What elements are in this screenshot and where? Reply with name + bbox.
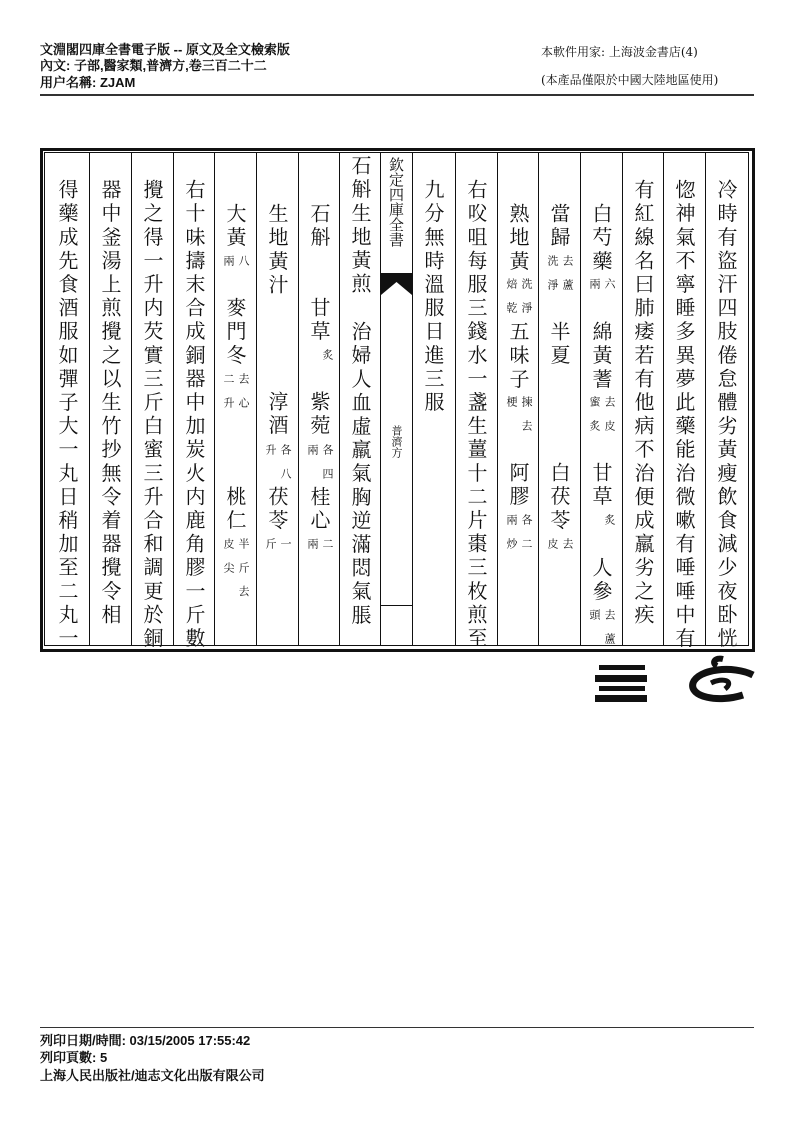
text-column-segment: 右㕮咀每服三錢水一盞生薑十二片棗三枚煎至 [464, 179, 488, 651]
annotation-note: 揀去 [520, 396, 533, 444]
text-column-segment: 惚神氣不寧睡多異夢此藥能治微嗽有唾唾中有 [672, 179, 696, 651]
text-column-segment: 甘草 [307, 297, 331, 345]
publisher-logo-icon [593, 655, 758, 707]
annotation-note: 皮尖 [222, 538, 235, 586]
annotation-note: 洗淨 [546, 254, 559, 302]
annotation-note: 兩 [306, 443, 319, 468]
annotation-note: 去蘆 [603, 608, 616, 656]
header-divider [40, 94, 754, 96]
text-column-segment: 紫菀 [307, 391, 331, 439]
annotation-note: 兩 [588, 278, 601, 302]
column-divider [622, 153, 623, 645]
annotation-note: 兩 [222, 254, 235, 279]
header-licensee: 本軟件用家: 上海波金書店(4) [541, 45, 698, 59]
annotation-note: 二 [321, 538, 334, 562]
text-column-segment: 大黃 [223, 202, 247, 250]
column-divider [298, 153, 299, 645]
annotation-note: 皮 [546, 538, 559, 562]
annotation-note: 二升 [222, 372, 235, 420]
text-column-segment: 石斛 [307, 202, 331, 250]
column-divider [256, 153, 257, 645]
text-column-segment: 綿黃蓍 [589, 320, 613, 392]
text-column-segment: 有紅線名曰肺痿若有他病不治便成羸劣之疾 [631, 179, 655, 628]
annotation-note: 去 [561, 538, 574, 562]
column-divider [455, 153, 456, 645]
footer-print-datetime: 列印日期/時間: 03/15/2005 17:55:42 [40, 1033, 251, 1048]
annotation-note: 洗淨 [520, 278, 533, 326]
annotation-note: 半斤去 [237, 538, 250, 609]
header-title: 文淵閣四庫全書電子版 -- 原文及全文檢索版 [40, 42, 290, 57]
annotation-note: 去蘆 [561, 254, 574, 302]
annotation-note: 斤 [264, 538, 277, 562]
column-divider [580, 153, 581, 645]
header-restriction: (本產品僅限於中國大陸地區使用) [541, 73, 719, 87]
text-column-segment: 攪之得一升内芡實三斤白蜜三升合和調更於銅 [140, 179, 164, 651]
center-strip-title-box [381, 153, 411, 274]
text-column-segment: 治婦人血虛羸氣胸逆滿悶氣脹 [348, 320, 372, 628]
annotation-note: 六 [603, 278, 616, 302]
annotation-note: 兩 [306, 538, 319, 562]
text-column-segment: 石斛生地黃煎 [348, 155, 372, 297]
text-column-segment: 茯苓 [265, 485, 289, 533]
column-divider [339, 153, 340, 645]
annotation-note: 焙乾 [505, 278, 518, 326]
text-column-segment: 桂心 [307, 485, 331, 533]
column-divider [214, 153, 215, 645]
column-divider [538, 153, 539, 645]
annotation-note: 各八 [279, 443, 292, 491]
header-user: 用户名稱: ZJAM [40, 75, 136, 90]
text-column-segment: 白茯苓 [547, 462, 571, 533]
text-column-segment: 半夏 [547, 320, 571, 368]
column-divider [412, 153, 413, 645]
footer-print-pages: 列印頁數: 5 [40, 1050, 108, 1065]
annotation-note: 一 [279, 538, 292, 562]
annotation-note: 升 [264, 443, 277, 468]
text-column-segment: 生地黃汁 [265, 202, 289, 297]
text-column-segment: 桃仁 [223, 485, 247, 533]
annotation-note: 各四 [321, 443, 334, 491]
column-divider [663, 153, 664, 645]
text-column-segment: 熟地黃 [506, 202, 530, 274]
text-column-segment: 阿膠 [506, 462, 530, 510]
footer-publisher: 上海人民出版社/迪志文化出版有限公司 [40, 1068, 265, 1083]
center-strip-book-name: 普濟方 [390, 425, 403, 458]
annotation-note: 梗 [505, 396, 518, 420]
annotation-note: 頭 [588, 608, 601, 633]
annotation-note: 去心 [237, 372, 250, 420]
fishtail-mark-icon [381, 273, 412, 295]
annotation-note: 各二 [520, 514, 533, 562]
column-divider [89, 153, 90, 645]
text-column-segment: 九分無時溫服日進三服 [421, 179, 445, 415]
text-column-segment: 淳酒 [265, 391, 289, 439]
annotation-note: 蜜炙 [588, 396, 601, 444]
text-column-segment: 白芍藥 [589, 202, 613, 274]
annotation-note: 炙 [603, 514, 616, 538]
text-column-segment: 五味子 [506, 320, 530, 392]
column-divider [380, 153, 381, 645]
text-column-segment: 冷時有盜汗四肢倦怠體劣黃瘦飲食減少夜卧恍 [714, 179, 738, 651]
annotation-note: 炙 [321, 349, 334, 373]
annotation-note: 八 [237, 254, 250, 279]
header-content-path: 內文: 子部,醫家類,普濟方,卷三百二十二 [40, 58, 267, 73]
footer-divider [40, 1027, 754, 1028]
center-strip-divider [381, 605, 412, 606]
column-divider [705, 153, 706, 645]
annotation-note: 兩炒 [505, 514, 518, 562]
text-column-segment: 麥門冬 [223, 297, 247, 368]
text-column-segment: 右十味擣末合成銅器中加炭火内鹿角膠一斤數 [182, 179, 206, 651]
text-column-segment: 器中釜湯上煎攪之以生竹抄無令着器攪令相 [98, 179, 122, 628]
text-column-segment: 人參 [589, 556, 613, 604]
center-strip-title: 欽定四庫全書 [387, 157, 405, 247]
column-divider [173, 153, 174, 645]
annotation-note: 去皮 [603, 396, 616, 444]
text-column-segment: 得藥成先食酒服如彈子大一丸日稍加至二丸一 [55, 179, 79, 651]
text-column-segment: 當歸 [547, 202, 571, 250]
column-divider [497, 153, 498, 645]
text-column-segment: 甘草 [589, 462, 613, 510]
column-divider [131, 153, 132, 645]
